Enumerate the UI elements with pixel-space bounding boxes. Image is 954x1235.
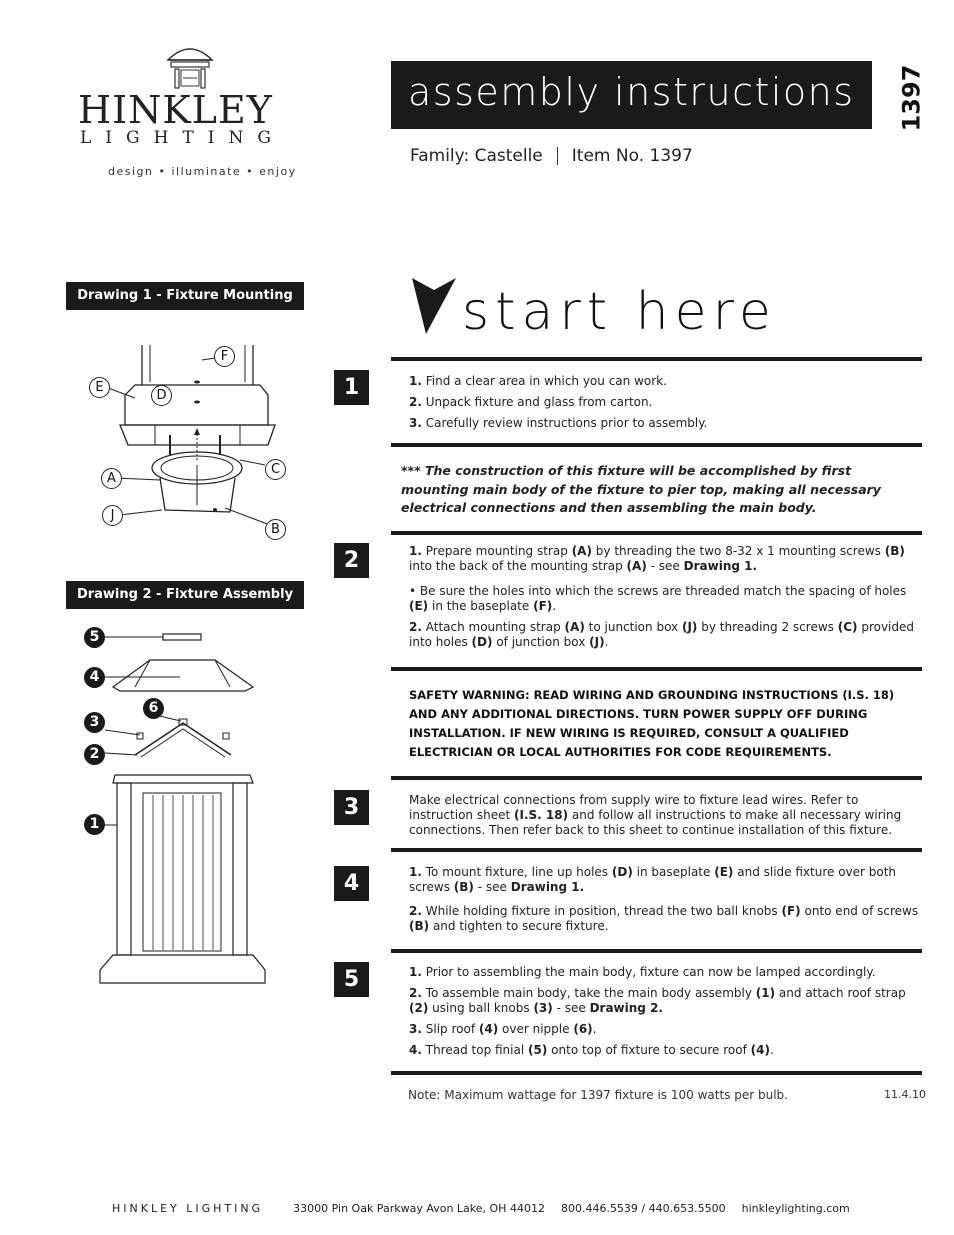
- item-number-vertical: [888, 64, 938, 132]
- callout-A: A: [101, 468, 122, 489]
- drawing2-fixture-assembly-illustration: [95, 625, 280, 990]
- family-separator: [557, 147, 558, 165]
- down-arrow-icon: [412, 276, 456, 336]
- drawing1-label: Drawing 1 - Fixture Mounting: [66, 282, 304, 310]
- family-name: Family: Castelle: [410, 146, 543, 166]
- list-item: 2. Unpack fixture and glass from carton.: [409, 395, 653, 409]
- brand-name: HINKLEY: [78, 88, 273, 132]
- brand-sub: LIGHTING: [80, 128, 285, 148]
- brand-tagline: design • illuminate • enjoy: [108, 165, 297, 178]
- list-item: 1. Find a clear area in which you can work.: [409, 374, 667, 388]
- callout-1: 1: [84, 814, 105, 835]
- start-here-heading: start here: [462, 282, 777, 342]
- callout-E: E: [89, 377, 110, 398]
- footer-website[interactable]: hinkleylighting.com: [741, 1202, 850, 1215]
- safety-warning: SAFETY WARNING: READ WIRING AND GROUNDING INSTRUCTIONS (I.S. 18) AND ANY ADDITIONAL DIRECTIONS. TURN POWER SUPPLY OFF DURING INSTALLATION. IF NEW WIRING IS REQUIRED, CONSULT A QUALIFIED ELECTRICIAN OR LOCAL AUTHORITIES FOR CODE REQUIREMENTS.: [409, 688, 895, 759]
- family-line: [410, 146, 693, 166]
- footer-phone: 800.446.5539 / 440.653.5500: [560, 1202, 726, 1215]
- step-3-text: Make electrical connections from supply wire to fixture lead wires. Refer to instruction sheet (I.S. 18) and follow all instructions to make all necessary wiring connections. Then refer back to this sheet to continue installation of this fixture.: [409, 793, 902, 837]
- section-divider: [391, 667, 922, 671]
- date-stamp: 11.4.10: [884, 1088, 926, 1101]
- footer-company: HINKLEY LIGHTING: [112, 1202, 264, 1215]
- callout-6: 6: [143, 698, 164, 719]
- callout-F: F: [214, 346, 235, 367]
- hinkley-logo-icon: [165, 44, 215, 90]
- step-3-badge: 3: [334, 790, 369, 825]
- wattage-note: Note: Maximum wattage for 1397 fixture is 100 watts per bulb.: [408, 1088, 788, 1102]
- footer: [112, 1202, 850, 1215]
- section-divider: [391, 949, 922, 953]
- callout-2: 2: [84, 744, 105, 765]
- page-title: assembly instructions: [408, 70, 855, 114]
- step-4-badge: 4: [334, 866, 369, 901]
- callout-B: B: [265, 519, 286, 540]
- callout-5: 5: [84, 627, 105, 648]
- section-divider: [391, 443, 922, 447]
- step-5-badge: 5: [334, 962, 369, 997]
- section-divider: [391, 531, 922, 535]
- callout-C: C: [265, 459, 286, 480]
- drawing2-label: Drawing 2 - Fixture Assembly: [66, 581, 304, 609]
- list-item: 3. Carefully review instructions prior to assembly.: [409, 416, 708, 430]
- callout-3: 3: [84, 712, 105, 733]
- step-4-text: 1. To mount fixture, line up holes (D) in baseplate (E) and slide fixture over both screws (B) - see Drawing 1. 2. While holding fixture in position, thread the two ball knobs (F) onto end of screws (B) and tighten to secure fixture.: [409, 865, 919, 933]
- callout-D: D: [151, 385, 172, 406]
- footer-address: 33000 Pin Oak Parkway Avon Lake, OH 44012: [293, 1202, 545, 1215]
- item-number: Item No. 1397: [571, 146, 693, 166]
- step-2-badge: 2: [334, 543, 369, 578]
- item-number-vertical-text: 1397: [897, 64, 926, 132]
- section-divider: [391, 1071, 922, 1075]
- construction-note: *** The construction of this fixture will be accomplished by first mounting main body of the fixture to pier top, making all necessary electrical connections and then assembling the main body.: [401, 463, 881, 515]
- section-divider: [391, 776, 922, 780]
- step-1-list: [409, 374, 909, 437]
- step-1-badge: 1: [334, 370, 369, 405]
- section-divider: [391, 848, 922, 852]
- step-5-text: 1. Prior to assembling the main body, fixture can now be lamped accordingly. 2. To assemble main body, take the main body assembly (1) and attach roof strap (2) using ball knobs (3) - see Drawing 2. 3. Slip roof (4) over nipple (6). 4. Thread top finial (5) onto top of fixture to secure roof (4).: [409, 965, 906, 1057]
- callout-4: 4: [84, 667, 105, 688]
- callout-J: J: [102, 505, 123, 526]
- step-2-text: 1. Prepare mounting strap (A) by threading the two 8-32 x 1 mounting screws (B) into the back of the mounting strap (A) - see Drawing 1. • Be sure the holes into which the screws are threaded match the spacing of holes (E) in the baseplate (F). 2. Attach mounting strap (A) to junction box (J) by threading 2 screws (C) provided into holes (D) of junction box (J).: [409, 544, 915, 649]
- section-divider: [391, 357, 922, 361]
